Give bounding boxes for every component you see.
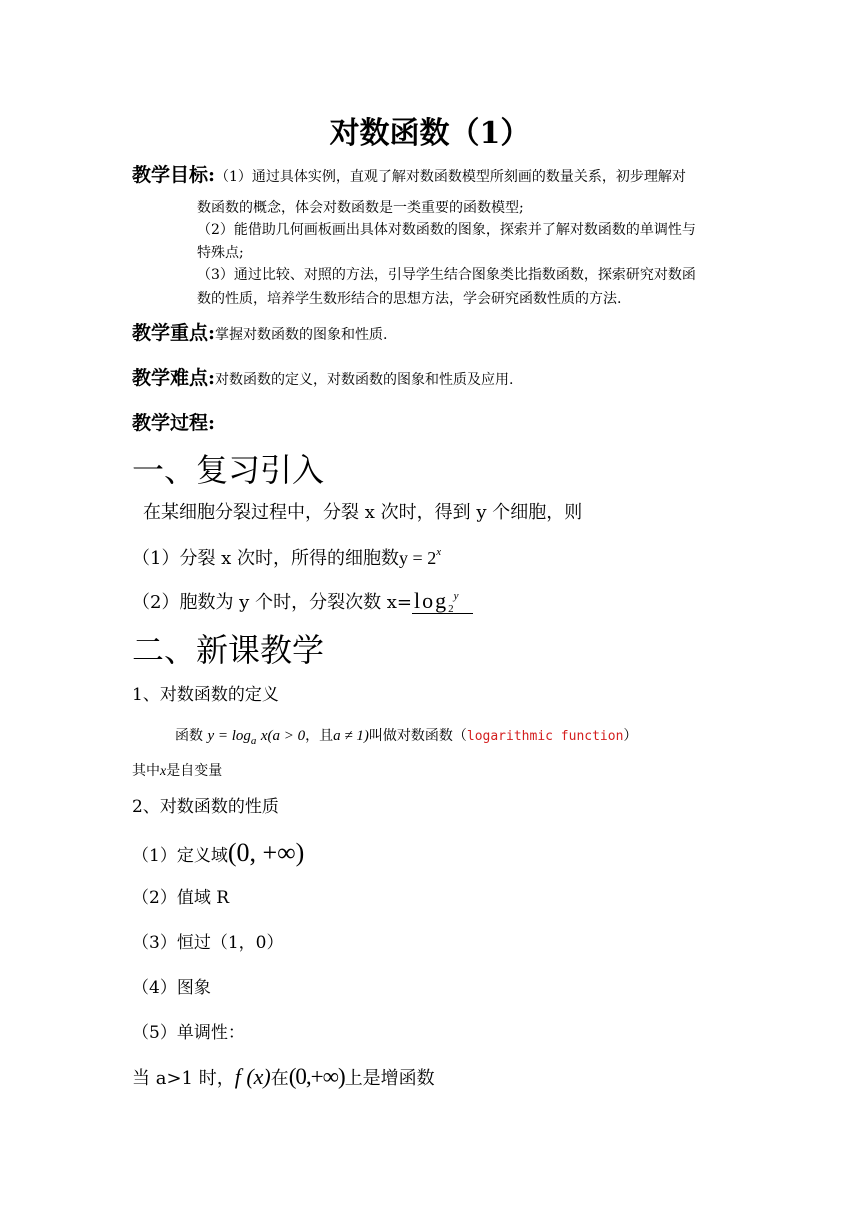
property-5: （5）单调性： — [132, 1023, 245, 1043]
page-title: 对数函数（1） — [329, 116, 531, 151]
item1-text: （1）分裂 x 次时，所得的细胞数 — [132, 548, 400, 569]
section1-item-2 — [132, 588, 473, 614]
key-point-row — [132, 318, 387, 345]
item2-sub: 2 — [448, 603, 454, 615]
def-suffix: 叫做对数函数（ — [368, 728, 467, 744]
property-4: （4）图象 — [132, 978, 211, 998]
prop1-domain: (0, +∞) — [227, 838, 305, 867]
section1-intro: 在某细胞分裂过程中，分裂 x 次时，得到 y 个细胞，则 — [143, 502, 583, 523]
item1-sup: x — [436, 546, 442, 558]
def-prefix: 函数 — [175, 728, 203, 744]
property-1 — [132, 838, 304, 868]
property-3: （3）恒过（1，0） — [132, 933, 284, 953]
variable-line — [132, 760, 222, 780]
def-math-2: x(a > 0 — [260, 728, 306, 744]
process-label: 教学过程: — [132, 412, 216, 434]
key-point-label: 教学重点: — [132, 322, 216, 344]
item2-sup: y — [453, 590, 459, 602]
mono-prefix: 当 a>1 时， — [132, 1068, 235, 1089]
property-2: （2）值域 R — [132, 888, 230, 908]
definition-line — [175, 725, 637, 745]
def-mid: ，且 — [305, 728, 334, 744]
objectives-label: 教学目标: — [132, 164, 216, 186]
section1-heading: 一、复习引入 — [132, 451, 325, 489]
objectives-line-1: （1）通过具体实例，直观了解对数函数模型所刻画的数量关系，初步理解对 — [215, 169, 686, 185]
objectives-line-2: 数函数的概念，体会对数函数是一类重要的函数模型; — [197, 200, 524, 216]
key-point-text: 掌握对数函数的图象和性质. — [215, 327, 388, 343]
objectives-row — [132, 160, 686, 187]
section2-heading: 二、新课教学 — [132, 631, 325, 669]
item2-log: log — [414, 588, 449, 613]
var-prefix: 其中 — [132, 763, 160, 779]
difficulty-row — [132, 363, 513, 390]
def-sub: a — [250, 735, 257, 747]
objectives-line-4: 特殊点; — [197, 245, 244, 261]
mono-suffix: 上是增函数 — [344, 1068, 435, 1089]
def-english: logarithmic function — [466, 729, 624, 744]
objectives-line-5: （3）通过比较、对照的方法，引导学生结合图象类比指数函数，探索研究对数函 — [197, 267, 696, 283]
objectives-line-3: （2）能借助几何画板画出具体对数函数的图象，探索并了解对数函数的单调性与 — [197, 222, 696, 238]
def-math-1: y = log — [207, 728, 251, 744]
mono-fx: f (x) — [234, 1064, 271, 1089]
prop1-text: （1）定义域 — [132, 846, 228, 866]
difficulty-label: 教学难点: — [132, 367, 216, 389]
definition-title: 1、对数函数的定义 — [132, 685, 279, 705]
objectives-line-6: 数的性质，培养学生数形结合的思想方法，学会研究函数性质的方法. — [197, 291, 622, 307]
monotonicity-line — [132, 1064, 435, 1090]
var-x: x — [160, 764, 167, 779]
mono-in: 在 — [270, 1068, 289, 1089]
item1-math: y = 2 — [399, 548, 437, 568]
difficulty-text: 对数函数的定义，对数函数的图象和性质及应用. — [215, 372, 514, 388]
var-suffix: 是自变量 — [166, 763, 223, 779]
section1-item-1 — [132, 544, 441, 570]
mono-interval: (0,+∞) — [288, 1064, 345, 1089]
item2-text: （2）胞数为 y 个时，分裂次数 x= — [132, 592, 413, 613]
properties-title: 2、对数函数的性质 — [132, 797, 279, 817]
def-math-3: a ≠ 1) — [333, 728, 369, 744]
def-close: ） — [623, 728, 638, 744]
